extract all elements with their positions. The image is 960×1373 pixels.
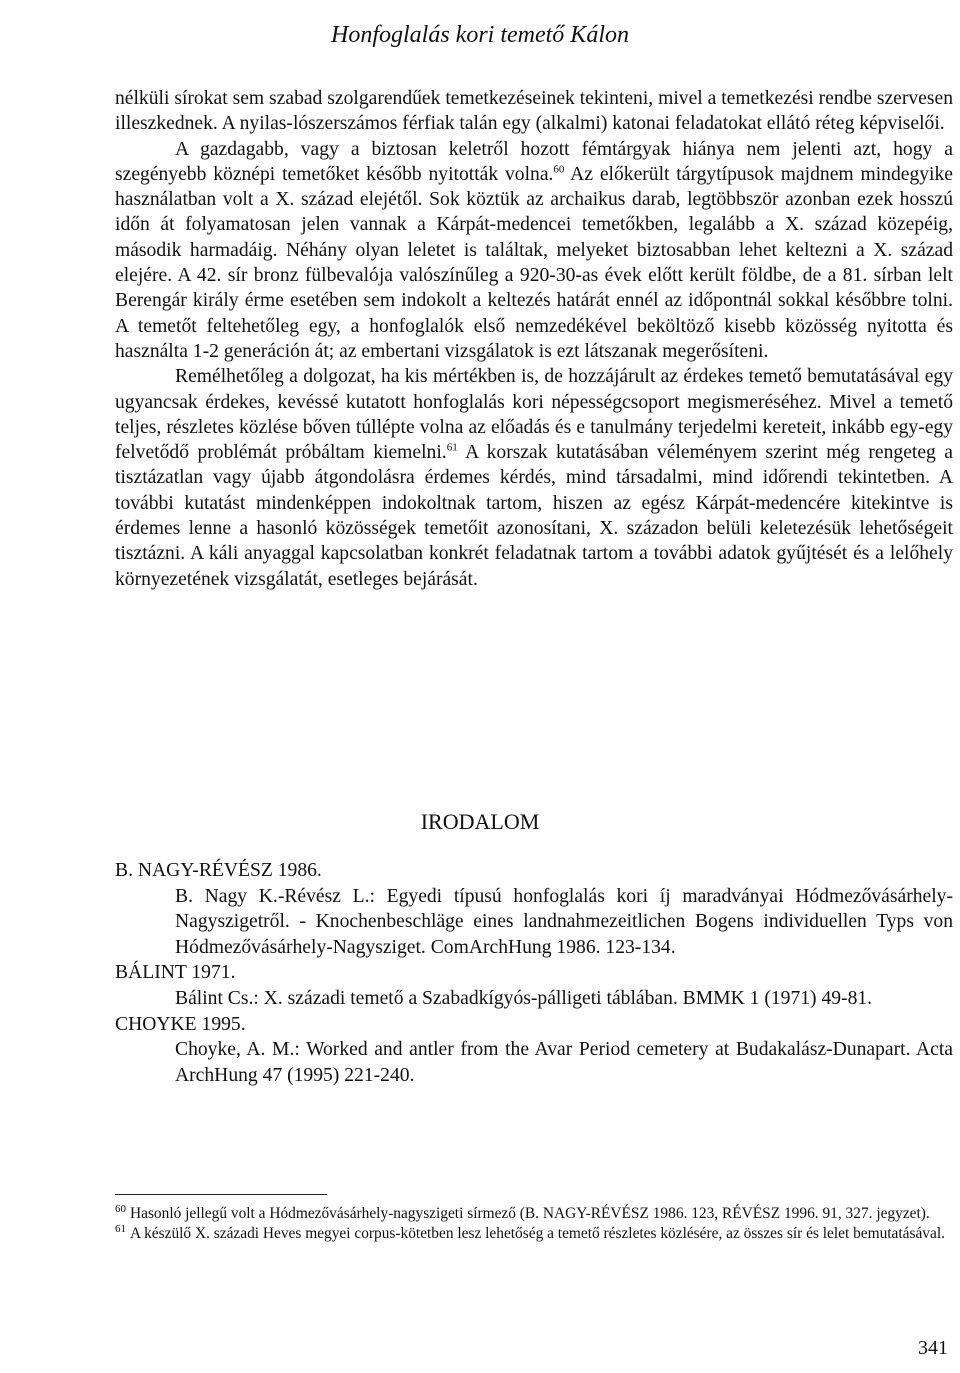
paragraph-1 — [115, 86, 953, 137]
bibliography-reference: Bálint Cs.: X. századi temető a Szabadkígyós-pálligeti táblában. BMMK 1 (1971) 49-81. — [175, 987, 873, 1009]
bibliography-key: B. NAGY-RÉVÉSZ 1986. — [115, 860, 322, 881]
footnotes — [115, 1204, 953, 1244]
bibliography — [115, 858, 953, 1088]
bibliography-entry — [115, 858, 953, 960]
paragraph-text: A gazdagabb, vagy a biztosan keletről hozott fémtárgyak hiánya nem jelenti azt, hogy a szegényebb köznépi temetőket később nyitották volna. — [115, 138, 953, 185]
paragraph-text: nélküli sírokat sem szabad szolgarendűek temetkezéseinek tekinteni, mivel a temetkezési rendbe szervesen illeszkednek. A nyilas-lószerszámos férfiak talán egy (alkalmi) katonai feladatokat ellátó réteg képviselői. — [115, 88, 953, 135]
bibliography-entry — [115, 1012, 953, 1089]
footnote-text: Hasonló jellegű volt a Hódmezővásárhely-nagyszigeti sírmező (B. NAGY-RÉVÉSZ 1986. 123, RÉVÉSZ 1996. 91, 327. jegyzet). — [130, 1205, 930, 1222]
footnote-61 — [115, 1224, 953, 1244]
paragraph-text: A korszak kutatásában véleményem szerint még rengeteg a tisztázatlan vagy újabb átgondolásra érdemes kérdés, mind társadalmi, mind időrendi tekintetben. A további kutatást mindenképpen indokoltnak tartom, hiszen az egész Kárpát-medencére kitekintve is érdemes lenne a hasonló közösségek temetőit azonosítani, X. századon belüli keletezésük lehetőségeit tisztázni. A káli anyaggal kapcsolatban konkrét feladatnak tartom a további adatok gyűjtését és a lelőhely környezetének vizsgálatát, esetleges bejárását. — [115, 442, 953, 590]
bibliography-entry — [115, 960, 953, 1011]
footnote-text: A készülő X. századi Heves megyei corpus-kötetben lesz lehetőség a temető részletes közlésére, az összes sír és lelet bemutatásával. — [130, 1225, 945, 1242]
running-head: Honfoglalás kori temető Kálon — [331, 22, 629, 48]
bibliography-key: BÁLINT 1971. — [115, 962, 236, 984]
paragraph-3 — [115, 364, 953, 592]
paragraph-2 — [115, 137, 953, 365]
footnote-ref-60[interactable]: 60 — [553, 163, 565, 176]
bibliography-reference: B. Nagy K.-Révész L.: Egyedi típusú honfoglalás kori íj maradványai Hódmezővásárhely-Nagyszigetről. - Knochenbeschläge eines landnahmezeitlichen Bogens individuellen Typs von Hódmezővásárhely-Nagysziget. ComArchHung 1986. 123-134. — [175, 885, 953, 958]
footnote-number: 61 — [115, 1222, 126, 1235]
section-title: IRODALOM — [420, 809, 540, 834]
footnote-ref-61[interactable]: 61 — [446, 441, 458, 454]
footnote-number: 60 — [115, 1202, 126, 1215]
footnote-60 — [115, 1204, 953, 1224]
bibliography-key: CHOYKE 1995. — [115, 1013, 246, 1035]
body-text — [115, 86, 953, 592]
paragraph-text: Remélhetőleg a dolgozat, ha kis mértékben is, de hozzájárult az érdekes temető bemutatásával egy ugyancsak érdekes, kevéssé kutatott honfoglalás kori népességcsoport megismeréséhez. Mivel a temető teljes, részletes közlése bőven túllépte volna az előadás és e tanulmány terjedelmi kereteit, inkább egy-egy felvetődő problémát próbáltam kiemelni. — [115, 366, 953, 464]
footnote-divider — [115, 1194, 327, 1195]
bibliography-reference: Choyke, A. M.: Worked and antler from the Avar Period cemetery at Budakalász-Dunapart. Acta ArchHung 47 (1995) 221-240. — [175, 1039, 953, 1086]
page-number: 341 — [918, 1337, 948, 1359]
paragraph-text: Az előkerült tárgytípusok majdnem mindegyike használatban volt a X. század elejétől. Sok köztük az archaikus darab, legtöbbször azonban ezek hosszú időn át folyamatosan jelen vannak a Kárpát-medencei temetőkben, legalább a X. század közepéig, második harmadáig. Néhány olyan leletet is találtak, melyeket biztosabban lehet keltezni a X. század elejére. A 42. sír bronz fülbevalója valószínűleg a 920-30-as évek előtt került földbe, de a 81. sírban lelt Berengár király érme esetében sem indokolt a keltezés határát ennél az időpontnál sokkal későbbre tolni. A temetőt feltehetőleg egy, a honfoglalók első nemzedékével beköltöző kisebb közösség nyitotta és használta 1-2 generáción át; az embertani vizsgálatok is ezt látszanak megerősíteni. — [115, 163, 953, 362]
